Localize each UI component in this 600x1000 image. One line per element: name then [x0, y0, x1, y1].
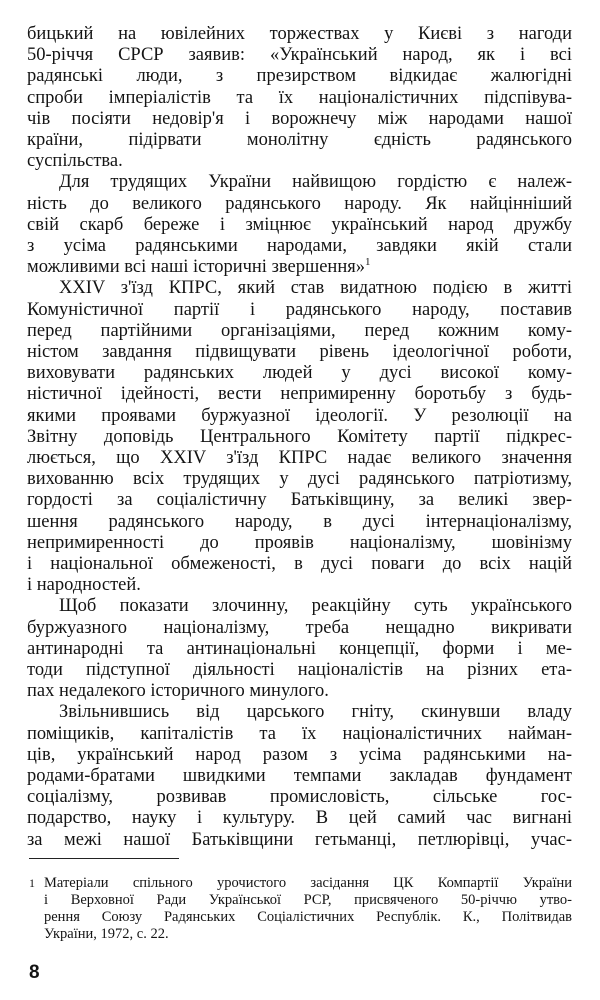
- body-text-line: подарство, науку і культуру. В цей самий час вигнані: [27, 808, 572, 829]
- body-text-line: Звітну доповідь Центрального Комітету партії підкрес-: [27, 426, 572, 447]
- body-text-line: ців, український народ разом з усіма радянськими на-: [27, 744, 572, 765]
- body-text-line: суспільства.: [27, 151, 123, 172]
- body-text-line: ність до великого радянського народу. Як найцінніший: [27, 193, 572, 214]
- body-text-line: радянські люди, з презирством відкидає жалюгідні: [27, 66, 572, 87]
- body-text-line: непримиренності до проявів націоналізму, шовінізму: [27, 532, 572, 553]
- body-text-line: країни, підірвати монолітну єдність радянського: [27, 130, 572, 150]
- body-text-line: бицький на ювілейних торжествах у Києві з нагоди: [27, 24, 572, 44]
- footnote-reference: 1: [364, 257, 371, 269]
- body-text-line: за межі нашої Батьківщини гетьманці, петлюрівці, учас-: [27, 829, 572, 850]
- body-text-line: ністичної ідейності, вести непримиренну боротьбу з будь-: [27, 384, 572, 405]
- body-text-line: антинародні та антинаціональні концепції, форми і ме-: [27, 638, 572, 659]
- footnote-line: Матеріали спільного урочистого засідання ЦК Компартії України: [44, 875, 572, 891]
- body-text-line: якими проявами буржуазної ідеології. У резолюції на: [27, 405, 572, 426]
- body-text-line: Для трудящих України найвищою гордістю є належ-: [59, 172, 572, 193]
- body-text-line: вихованню всіх трудящих у дусі радянського патріотизму,: [27, 469, 572, 490]
- body-text-line: родами-братами швидкими темпами закладав фундамент: [27, 766, 572, 786]
- body-text-line: 50-річчя СРСР заявив: «Український народ, як і всі: [27, 45, 572, 66]
- body-text-line: буржуазного націоналізму, треба нещадно викривати: [27, 617, 572, 638]
- footnote-line: і Верховної Ради Української РСР, присвяченого 50-річчю утво-: [44, 892, 572, 908]
- body-text-line: виховувати радянських людей у дусі високої кому-: [27, 363, 572, 384]
- footnote-line: України, 1972, с. 22.: [44, 926, 169, 942]
- page-number: 8: [29, 962, 40, 983]
- body-text-line: чів посіяти недовір'я і ворожнечу між народами нашої: [27, 108, 572, 129]
- body-text-line: і народностей.: [27, 575, 141, 596]
- footnote-line: рення Союзу Радянських Соціалістичних Республік. К., Політвидав: [44, 909, 572, 925]
- body-text-line: спроби імперіалістів та їх націоналістичних підспівува-: [27, 87, 572, 108]
- body-text-line: перед партійними організаціями, перед кожним кому-: [27, 320, 572, 341]
- body-text-line: Звільнившись від царського гніту, скинувши владу: [59, 702, 572, 723]
- body-text-line: шення радянського народу, в дусі інтернаціоналізму,: [27, 511, 572, 532]
- body-text-line: поміщиків, капіталістів та їх націоналістичних найман-: [27, 723, 572, 744]
- body-text-line: з усіма радянськими народами, завдяки якій стали: [27, 236, 572, 256]
- body-text-line: і національної обмеженості, в дусі поваги до всіх націй: [27, 554, 572, 574]
- footnote-separator: [29, 858, 179, 859]
- body-text-line: XXIV з'їзд КПРС, який став видатною подією в житті: [59, 278, 572, 299]
- body-text-line: [27, 257, 572, 278]
- body-text-line: свій скарб береже і зміцнює український народ дружбу: [27, 214, 572, 235]
- body-text-line: пах недалекого історичного минулого.: [27, 681, 329, 702]
- body-text-line: люється, що XXIV з'їзд КПРС надає великого значення: [27, 448, 572, 468]
- body-text-line: Щоб показати злочинну, реакційну суть українського: [59, 596, 572, 617]
- body-text-line: соціалізму, розвивав промисловість, сільське гос-: [27, 787, 572, 808]
- body-text-line: гордості за соціалістичну Батьківщину, за великі звер-: [27, 490, 572, 511]
- body-text-line: тоди підступної діяльності націоналістів на різних ета-: [27, 660, 572, 680]
- body-text-line: Комуністичної партії і радянського народу, поставив: [27, 299, 572, 320]
- footnote-marker: 1: [29, 876, 35, 890]
- body-text-line-content: можливими всі наші історичні звершення»: [27, 257, 365, 278]
- body-text-line: ністом завдання підвищувати рівень ідеологічної роботи,: [27, 342, 572, 362]
